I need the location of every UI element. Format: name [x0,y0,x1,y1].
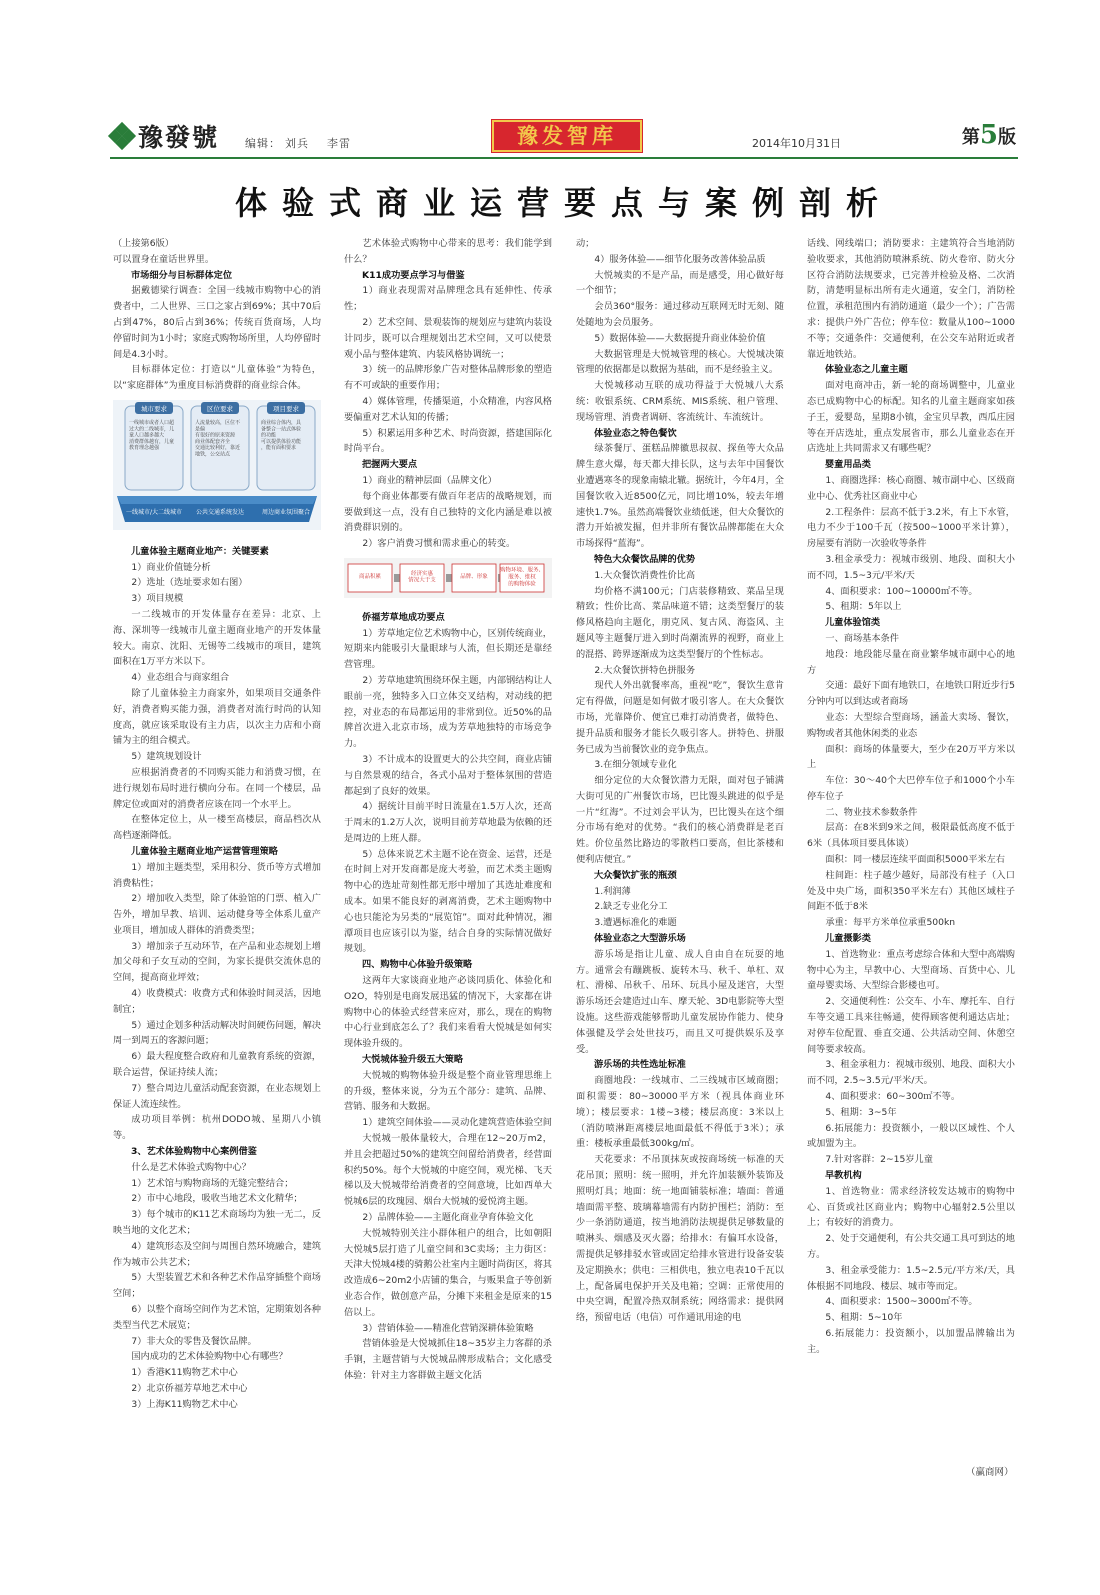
body-paragraph: 成功项目举例：杭州DODO城、星期八小镇等。 [113,1114,321,1142]
article-source: （赢商网） [966,1467,1014,1478]
section-banner: 豫发智库 [492,120,642,152]
body-paragraph: 一、商场基本条件 [825,632,899,644]
newspaper-logo [110,120,219,152]
diagram-box-body: 一线城市或者人口超过大的二线城市，儿童人口越多越大消费群体越有，儿童教育理念越强 [129,419,175,451]
diagram-box-title: 区位要求 [207,404,233,413]
body-paragraph: 2、处于交通便利，有公共交通工具可到达的地方。 [807,1233,1015,1260]
body-paragraph: 5、租期：5~10年 [825,1312,903,1324]
body-paragraph: 3、租金承受能力：1.5~2.5元/平方米/天，具体根据不同地段、楼层、城市等而定。 [807,1264,1015,1292]
body-paragraph: 6）最大程度整合政府和儿童教育系统的资源，联合运营，保证持续人流； [113,1051,321,1079]
issue-date: 2014年10月31日 [752,137,841,150]
body-paragraph: 国内成功的艺术体验购物中心有哪些？ [131,1351,288,1363]
body-paragraph: 4、面积要求：100~10000㎡不等。 [825,585,978,597]
body-paragraph: 大悦城卖的不是产品，而是感受，用心做好每一个细节； [576,269,784,297]
section-heading: 3、艺术体验购物中心案例借鉴 [131,1146,257,1158]
body-paragraph: 游乐场是指让儿童、成人自由自在玩耍的地方。通常会有蹦跳板、旋转木马、秋千、单杠、双杠、滑梯、吊秋千、吊环、玩具小屋及迷宫，大型游乐场还会建造过山车、摩天轮、3D电影院等大型设施。这些游戏能够帮助儿童发展协作能力、使身体强健及学会处世技巧，而且又可提供娱乐及享受。 [576,948,784,1055]
body-paragraph: 4）服务体验——细节化服务改善体验品质 [594,253,766,265]
section-heading: 体验业态之大型游乐场 [594,933,686,945]
logo-text: 豫發號 [138,123,220,152]
body-paragraph: 4）据统计目前平时日流量在1.5万人次，还高于周末的1.2万人次，说明目前芳草地最为依赖的还是周边的上班人群。 [344,801,552,844]
body-paragraph: 3）上海K11购物艺术中心 [131,1398,238,1410]
body-paragraph: 一二线城市的开发体量存在差异：北京、上海、深圳等一线城市儿童主题商业地产的开发体量较大。南京、沈阳、无锡等二线城市的项目，建筑面积在1万平方米以下。 [113,608,321,668]
body-paragraph: 业态：大型综合型商场，涵盖大卖场、餐饮，购物或者其他休闲类的业态 [807,711,1015,739]
article-column-3 [576,236,784,1506]
body-paragraph: 1）增加主题类型，采用积分、货币等方式增加消费粘性； [113,861,321,889]
body-paragraph: 二、物业技术参数条件 [825,806,918,818]
diagram-box-title: 城市要求 [141,404,167,413]
body-paragraph: 5）大型装置艺术和各种艺术作品穿插整个商场空间； [113,1272,321,1300]
section-heading: 侨福芳草地成功要点 [362,611,445,623]
body-paragraph: 交通：最好下面有地铁口，在地铁口附近步行5分钟内可以到达或者商场 [807,680,1015,708]
body-paragraph: 大悦城移动互联的成功得益于大悦城八大系统：收银系统、CRM系统、MIS系统、租户管理、现场管理、消费者调研、客流统计、车流统计。 [576,380,784,423]
process-step [400,564,444,592]
consumption-shift-diagram [344,558,552,598]
body-paragraph: 面对电商冲击，新一轮的商场调整中，儿童业态已成购物中心的标配。知名的儿童主题商家如孩子王，爱婴岛，星期8小镇，金宝贝早教，西瓜庄园等在开店选址，重点发展省市，那么儿童业态在开店选址上共同需求又有哪些呢？ [807,380,1015,455]
diagram-box-body: 人流量较高，区位不是偏有很好的原来资源商业体配套齐全交通比较利好，靠近地铁，公交站点 [195,419,241,458]
section-heading: 特色大众餐饮品牌的优势 [594,553,696,565]
section-heading: 婴童用品类 [825,459,871,471]
diagram-base-label: 一线城市/大二线城市 [125,508,183,516]
body-paragraph: 5）数据体验——大数据提升商业体验价值 [594,332,766,344]
section-heading: 游乐场的共性选址标准 [594,1059,686,1071]
diagram-box [125,402,183,490]
body-paragraph: 承重：每平方米单位承重500kn [825,917,956,929]
body-paragraph: 2）客户消费习惯和需求重心的转变。 [362,538,516,550]
body-paragraph: 7）非大众的零售及餐饮品牌。 [131,1335,257,1347]
body-paragraph: 3）统一的品牌形象广告对整体品牌形象的塑造有不可或缺的重要作用； [344,364,552,392]
section-heading: 大众餐饮扩张的瓶颈 [594,869,677,881]
section-heading: 儿童体验主题商业地产：关键要素 [131,545,269,557]
body-paragraph: 2）市中心地段，吸收当地艺术文化精华； [131,1193,303,1205]
body-paragraph: 据戴德梁行调查：全国一线城市购物中心的消费者中，二人世界、三口之家占到69%；其中70后占到47%，80后占到36%；传统百货商场，人均停留时间为1小时；家庭式购物场所里，人均停留时间是4.3小时。 [113,285,321,360]
article-column-4 [807,236,1015,1506]
page-number-digit: 5 [979,120,998,150]
process-step-label: 品牌、形象 [460,573,488,580]
section-heading: 大悦城体验升级五大策略 [362,1054,464,1066]
body-paragraph: 每个商业体都要有做百年老店的战略规划，而要做到这一点，没有自己独特的文化内涵是难以被消费群识别的。 [344,490,552,534]
body-paragraph: 除了儿童体验主力商家外，如果项目交通条件好，消费者购买能力强，消费者对流行时尚的认知度高，就应该采取设有主力店，以次主力店和小商铺为主的组合模式。 [113,687,321,747]
body-paragraph: 2）北京侨福芳草地艺术中心 [131,1383,248,1394]
body-paragraph: 5、租期：3~5年 [825,1106,897,1118]
body-paragraph: 话线、网线端口；消防要求：主建筑符合当地消防验收要求，其他消防喷淋系统、防火卷帘、防火分区符合消防法规要求，已完善并检验及格、二次消防，清楚明显标出所有走火通道，安全门，消防栓位置，承租范围内有消防通道（最少一个）；广告需求：提供户外广告位；停车位：数量从100~1000不等；交通条件：交通便利，在公交车站附近或者靠近地铁站。 [807,238,1015,360]
body-paragraph: 6.拓展能力：投资额小，以加盟品牌输出为主。 [807,1327,1015,1355]
page-prefix: 第 [961,127,980,148]
body-paragraph: 2）品牌体验——主题化商业孕育体验文化 [362,1212,534,1224]
body-paragraph: 地段：地段能尽量在商业繁华城市副中心的地方 [807,648,1015,676]
body-paragraph: 大悦城特别关注小群体租户的组合，比如朝阳大悦城5层打造了儿童空间和3C卖场；主力街区：天津大悦城4楼的骑鹅公社室内主题时尚街区，将其改造成6~20m2小店铺的集合，与贩果盒子等创新业态合作，做创意产品，分摊下来租金是原来的15倍以上。 [344,1227,552,1318]
body-paragraph: 1）商业表现需对品牌理念具有延伸性、传承性； [344,285,552,313]
body-paragraph: 3）增加亲子互动环节，在产品和业态规划上增加父母和子女互动的空间，为家长提供交流休息的空间，提高商业坪效； [113,940,321,984]
body-paragraph: 艺术体验式购物中心带来的思考：我们能学到什么？ [344,238,552,265]
page-suffix: 版 [998,127,1016,148]
body-paragraph: 3.遭遇标准化的难题 [594,917,677,929]
body-paragraph: 2、交通便利性：公交车、小车、摩托车、自行车等交通工具来往畅通，使得顾客便利通达店址；对停车位配置、垂直交通、公共活动空间、休憩空间等要求较高。 [807,996,1015,1055]
body-paragraph: 什么是艺术体验式购物中心？ [131,1161,251,1173]
body-paragraph: 营销体验是大悦城抓住18~35岁主力客群的杀手锏，主题营销与大悦城品牌形成粘合；文化感受体验：针对主力客群做主题文化活 [344,1338,552,1381]
section-heading: K11成功要点学习与借鉴 [362,269,465,281]
body-paragraph: 3.租金承受力：视城市级别、地段、面积大小而不同，1.5~3元/平米/天 [807,553,1015,581]
clover-logo-icon [110,124,134,148]
editors-names: 刘兵 李雷 [285,137,351,150]
section-heading: 早教机构 [825,1170,862,1182]
body-paragraph: 4、面积要求：1500~3000㎡不等。 [825,1296,978,1308]
body-paragraph: 4）建筑形态及空间与周围自然环境融合，建筑作为城市公共艺术； [113,1240,321,1268]
page-number [962,120,1016,150]
body-paragraph: 5）建筑规划设计 [131,751,202,763]
body-paragraph: 6）以整个商场空间作为艺术馆，定期策划各种类型当代艺术展览； [113,1304,321,1331]
body-paragraph: 目标群体定位：打造以“儿童体验”为特色，以“家庭群体”为重度目标消费群的商业综合体。 [113,364,321,392]
article-column-2 [344,236,552,1506]
body-paragraph: 均价格不满100元；门店装修精致、菜品呈现精致；性价比高、菜品味道不错；这类型餐厅的装修风格趋向主题化，朋克风、复古风、海盗风、主题风等主题餐厅进入到时尚潮流界的视野，商业上的混搭、跨界逐渐成为这类型餐厅的个性标志。 [576,585,784,660]
body-paragraph: 2.工程条件：层高不低于3.2米，有上下水管，电力不少于100千瓦（按500~1000平米计算），房屋要有消防一次验收等条件 [807,506,1015,550]
process-step [452,564,496,592]
body-paragraph: 会员360°服务：通过移动互联网无时无刻、随处随地为会员服务。 [576,301,784,328]
process-step [500,564,544,592]
body-paragraph: 层高：在8米到9米之间，极限最低高度不低于6米（具体项目要具体谈） [807,822,1015,850]
body-paragraph: 车位：30～40个大巴停车位子和1000个小车停车位子 [807,775,1015,802]
body-paragraph: 1）建筑空间体验——灵动化建筑营造体验空间 [362,1117,552,1129]
editors-label: 编辑： [245,137,281,150]
section-heading: 市场细分与目标群体定位 [131,269,233,281]
body-paragraph: 柱间距：柱子越少越好，局部没有柱子（入口处及中央广场，面积350平米左右）其他区域柱子间距不低于8米 [807,869,1015,913]
body-paragraph: 7）整合周边儿童活动配套资源，在业态规划上保证人流连续性。 [113,1082,321,1110]
body-paragraph: 1）香港K11购物艺术中心 [131,1367,238,1379]
diagram-box-title: 项目要求 [273,404,299,413]
diagram-box-body: 商业综合体内，具备整合一站式体验的功能可以提供体验功能，能有面积要求 [261,419,302,451]
body-paragraph: 1）商业的精神层面（品牌文化） [362,474,497,486]
masthead-rule [110,157,1018,159]
section-heading: 儿童摄影类 [825,933,871,945]
body-paragraph: 1、首选物业：需求经济较发达城市的购物中心、百货或社区商业内；购物中心辐射2.5公里以上；有较好的消费力。 [807,1185,1015,1229]
body-paragraph: 7.针对客群：2~15岁儿童 [825,1154,933,1166]
body-paragraph: 绿茶餐厅、蛋糕品牌徽思叔叔、探鱼等大众品牌生意火爆，每天都大排长队，这与去年中国餐饮业遭遇寒冬的现象南辕北辙。据统计，今年4月，全国餐饮收入近8500亿元，同比增10%，较去年增速快1.7%。虽然高端餐饮业绩低迷，但大众餐饮的潜力开始被发掘，但并非所有餐饮品牌都能在大众市场探得“蓝海”。 [576,443,784,550]
section-heading: 把握两大要点 [362,459,418,471]
process-step-label: 购物环境、服务、服务、维权的购物体验 [499,567,545,588]
body-paragraph: 面积：同一楼层连续平面面积5000平米左右 [825,854,1005,866]
body-paragraph: 6.拓展能力：投资额小，一般以区域性、个人或加盟为主。 [807,1122,1015,1150]
body-paragraph: 这两年大家谈商业地产必谈同质化、体验化和O2O，特别是电商发展迅猛的情况下，大家都在讲购物中心的体验式经营来应对，那么，现在的购物中心行业到底怎么了？我们来看看大悦城是如何实现体验升级的。 [344,975,552,1050]
section-heading: 体验业态之儿童主题 [825,364,908,376]
body-paragraph: 4）业态组合与商家组合 [131,672,230,684]
body-paragraph: 5）积累运用多种艺术、时尚资源，搭建国际化时尚平台。 [344,427,552,455]
body-paragraph: 4）媒体管理，传播渠道，小众精准，内容风格要偏重对艺术认知的传播； [344,395,552,423]
body-paragraph: 1、商圈选择：核心商圈、城市副中心、区级商业中心、优秀社区商业中心 [807,474,1015,502]
body-paragraph: 4）收费模式：收费方式和体验时间灵活，因地制宜； [113,988,321,1015]
body-paragraph: 大悦城的购物体验升级是整个商业管理思维上的升级，整体来说，分为五个部分：建筑、品牌、营销、服务和大数据。 [344,1069,552,1113]
body-paragraph: 2.缺乏专业化分工 [594,901,668,913]
body-paragraph: 在整体定位上，从一楼至高楼层，商品档次从高档逐渐降低。 [113,814,321,842]
body-paragraph: 2）选址（选址要求如右图） [131,577,248,589]
diagram-base-label: 公共交通系统发达 [195,508,245,516]
section-heading: 儿童体验馆类 [825,617,881,629]
process-step [348,564,392,592]
body-paragraph: 5）通过企划多种活动解决时间硬伤问题，解决周一到周五的客源问题； [113,1019,321,1047]
diagram-base-label: 周边商业氛围聚合 [261,508,311,516]
body-paragraph: 1、首选物业：重点考虑综合体和大型中高端购物中心为主，早教中心、大型商场、百货中心、儿童母婴卖场、大型综合影楼也可。 [807,948,1015,992]
body-paragraph: 1）艺术馆与购物商场的无缝完整结合； [131,1177,294,1189]
body-paragraph: 5）总体来说艺术主题不论在资金、运营，还是在时间上对开发商都是庞大考验，而艺术类主题购物中心的选址苛刻性都无形中增加了其选址难度和成本。如果不能良好的剥离消费，艺术主题购物中心也只能沦为另类的“展览馆”。面对此种情况，湘潭项目也应该引以为鉴，结合自身的实际情况做好规划。 [344,848,552,955]
body-paragraph: 动； [576,238,595,249]
body-paragraph: 1.利润薄 [594,885,631,897]
article-headline: 体验式商业运营要点与案例剖析 [234,184,893,222]
process-step-label: 商品积累 [358,573,382,580]
body-paragraph: 3.在细分领域专业化 [594,759,677,771]
body-paragraph: 2）芳草地建筑围绕环保主题，内部钢结构让人眼前一亮，独特多入口立体交叉结构，对动线的把控，对业态的布局都运用的非常到位。近50%的品牌首次进入北京市场，成为芳草地独特的市场竞争力。 [344,674,552,750]
masthead [110,118,1018,156]
body-paragraph: 1）芳草地定位艺术购物中心，区别传统商业，短期来内能吸引大量眼球与人流，但长期还是靠经营管理。 [344,627,552,671]
diagram-box [257,402,315,490]
body-paragraph: 4、面积要求：60~300㎡不等。 [825,1091,961,1103]
body-paragraph: 大数据管理是大悦城管理的核心。大悦城决策管理的依据都是以数据为基础，而不是经验主义。 [576,348,784,376]
body-paragraph: 3）每个城市的K11艺术商场均为独一无二，反映当地的文化艺术； [113,1209,321,1237]
diagram-box [191,402,249,490]
body-paragraph: 大悦城一般体量较大，合理在12~20万m2，并且会把超过50%的建筑空间留给消费者，经营面积约50%。每个大悦城的中庭空间，观光梯、飞天梯以及大悦城带给消费者的空间意境，比如西单大悦城6层的玫瑰园、烟台大悦城的爱悦湾主题。 [344,1133,552,1208]
editors-line [245,135,351,151]
body-paragraph: （上接第6版） [113,238,174,249]
body-paragraph: 面积：商场的体量要大，至少在20万平方米以上 [807,743,1015,771]
body-paragraph: 天花要求：不吊顶抹灰或按商场统一标准的天花吊顶；照明：统一照明，并允许加装额外装饰及照明灯具；地面：统一地面铺装标准；墙面：普通墙面需平整、玻璃幕墙需有内防护围栏；消防：至少一条消防通道，按当地消防法规提供足够数量的喷淋头、烟感及灭火器；给排水：有偏耳水设备，需提供足够排驳水管或固定给排水管进行设备安装及定期换水；供电：三相供电，独立电表10千瓦以上，配备属电保护开关及电箱；空调：正常使用的中央空调，配置冷热双制系统；网络需求：提供网络，预留电话（电信）可作通讯用途的电 [576,1154,784,1324]
body-paragraph: 1.大众餐饮消费性价比高 [594,569,696,581]
body-paragraph: 5、租期：5年以上 [825,601,902,613]
body-paragraph: 商圈地段：一线城市、二三线城市区域商圈；面积需要：80~30000平方米（视具体商业环境）；楼层要求：1楼~3楼；楼层高度：3米以上（消防喷淋距离楼层地面最低不得低于3米）；承重：楼板承重最低300kg/㎡。 [576,1075,784,1150]
body-paragraph: 现代人外出就餐率高，重视“吃”，餐饮生意肯定有得做，问题是如何做才吸引客人。在大众餐饮市场，光靠降价、便宜已难打动消费者，做特色、提升品质和服务才能长久吸引客人。拼特色、拼服务已成为当前餐饮业的竞争焦点。 [576,680,784,755]
body-paragraph: 3、租金承租力：视城市级别、地段、面积大小而不同，2.5~3.5元/平米/天。 [807,1059,1015,1087]
body-paragraph: 1）商业价值链分析 [131,561,211,573]
section-heading: 体验业态之特色餐饮 [594,427,677,439]
site-selection-diagram [113,400,321,530]
body-paragraph: 应根据消费者的不同购买能力和消费习惯，在进行规划布局时进行横向分布。在同一个楼层，品牌定位或面对的消费者应该在同一个水平上。 [113,766,321,810]
body-paragraph: 3）项目规模 [131,593,184,605]
section-heading: 儿童体验主题商业地产运营管理策略 [131,845,278,857]
body-paragraph: 细分定位的大众餐饮潜力无限，面对包子铺满大街可见的广州餐饮市场，巴比馒头跳进的似乎是一片“红海”。不过刘会平认为，巴比馒头在这个细分市场有绝对的优势。“我们的核心消费群是老百姓。价位虽然比路边的零散档口要高，但比茶楼和便利店便宜。” [576,775,784,866]
body-paragraph: 2.大众餐饮拼特色拼服务 [594,664,696,676]
body-paragraph: 2）增加收入类型，除了体验馆的门票、植入广告外，增加早教、培训、运动健身等全体系儿童产业项目，增加成人群体的消费类型； [113,893,321,936]
body-paragraph: 可以置身在童话世界里。 [113,253,215,265]
body-paragraph: 3）不计成本的设置更大的公共空间，商业店铺与自然景观的结合，各式小品对于整体氛围的营造都起到了良好的效果。 [344,753,552,797]
body-paragraph: 3）营销体验——精准化营销深耕体验策略 [362,1322,534,1334]
article-column-1 [113,236,321,1506]
section-heading: 四、购物中心体验升级策略 [362,959,473,971]
process-step-label: 经济实惠情况大于支 [408,570,436,584]
body-paragraph: 2）艺术空间、景观装饰的规划应与建筑内装设计同步，既可以合理规划出艺术空间，又可以使景观小品与整体建筑、内装风格协调统一； [344,316,552,360]
